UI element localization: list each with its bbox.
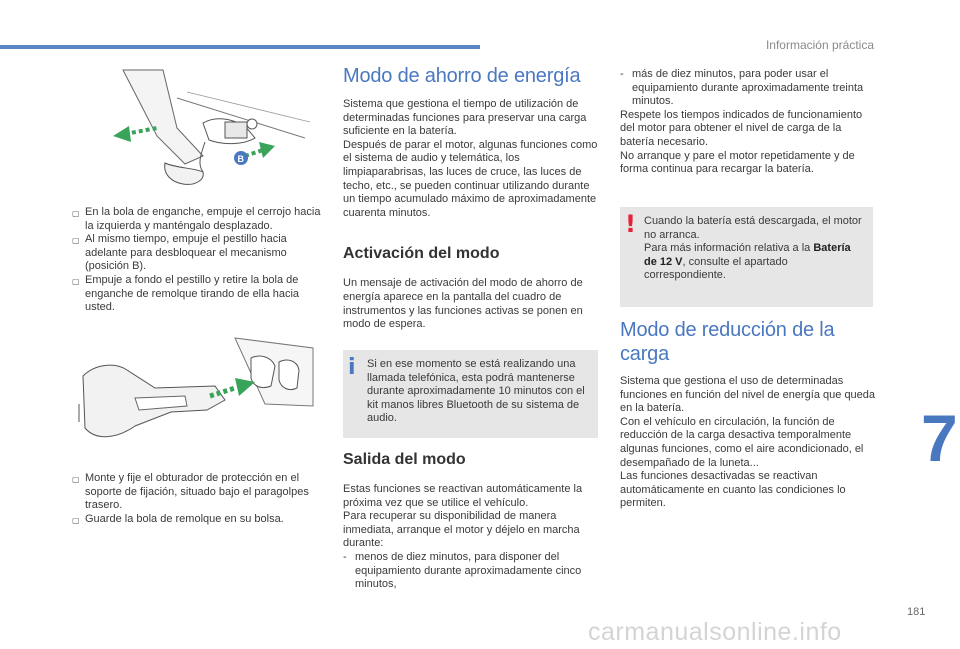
list-item: ▢ En la bola de enganche, empuje el cerrojo hacia la izquierda y manténgalo desplazado. [72, 206, 321, 232]
info-icon: i [348, 355, 356, 380]
list-item: - más de diez minutos, para poder usar el equipamiento durante aproximadamente treinta minutos. [620, 68, 864, 108]
load-text-1: Sistema que gestiona el uso de determinadas funciones en función del nivel de energía que queda en la batería. [620, 375, 876, 415]
right-column-top [620, 68, 875, 177]
activation-text: Un mensaje de activación del modo de ahorro de energía aparece en la pantalla del cuadro de instrumentos y las funciones activas se ponen en modo de espera. [343, 277, 583, 331]
warning-box [620, 207, 873, 307]
exit-mode-section [343, 450, 598, 592]
list-item: ▢ Al mismo tiempo, empuje el pestillo hacia adelante para desbloquear el mecanismo (posición B). [72, 233, 287, 273]
list-item: ▢ Monte y fije el obturador de protección en el soporte de fijación, situado bajo el paragolpes trasero. [72, 472, 309, 512]
load-reduction-section [620, 318, 882, 511]
bullet-square-icon: ▢ [72, 236, 80, 246]
respect-text: Respete los tiempos indicados de funcionamiento del motor para obtener el nivel de carga de la batería necesario. [620, 108, 863, 148]
bullet-square-icon: ▢ [72, 276, 80, 286]
warning-text: Cuando la batería está descargada, el motor no arranca. Para más información relativa a la Batería de 12 V, consulte el apartado correspondiente. [644, 215, 862, 282]
load-reduction-title: Modo de reducción de la carga [620, 319, 835, 365]
info-text: Si en ese momento se está realizando una llamada telefónica, esta podrá mantenerse durante aproximadamente 10 minutos con el kit manos libres Bluetooth de su sistema de audio. [367, 358, 585, 425]
economy-mode-title: Modo de ahorro de energía [343, 65, 581, 87]
exit-title: Salida del modo [343, 451, 466, 468]
economy-mode-section [343, 64, 598, 332]
economy-intro-2: Después de parar el motor, algunas funciones como el sistema de audio y telemática, los limpiaparabrisas, las luces de cruce, las luces de techo, etc., se pueden continuar utilizando durante un tiempo acumulado máximo de aproximadamente cuarenta minutos. [343, 138, 598, 219]
list-item: ▢ Guarde la bola de remolque en su bolsa. [72, 513, 324, 528]
protection-cover-illustration [75, 336, 315, 456]
left-instructions-2 [72, 472, 324, 527]
bullet-square-icon: ▢ [72, 209, 80, 218]
page-number: 181 [907, 606, 926, 618]
bullet-square-icon: ▢ [72, 515, 80, 525]
load-text-2: Con el vehículo en circulación, la función de reducción de la carga desactiva temporalmente algunas funciones, como el aire acondicionado, el desempañado de la luneta... [620, 415, 864, 469]
header-accent-bar [0, 45, 480, 49]
economy-intro-1: Sistema que gestiona el tiempo de utilización de determinadas funciones para preservar una carga suficiente en la batería. [343, 98, 587, 138]
watermark: carmanualsonline.info [588, 618, 842, 646]
info-box [343, 350, 598, 438]
towball-unlock-illustration [105, 68, 315, 190]
exit-text-2: Para recuperar su disponibilidad de manera inmediata, arranque el motor y déjelo en marcha durante: [343, 510, 580, 550]
section-header-title: Información práctica [765, 38, 874, 52]
exit-text-1: Estas funciones se reactivan automáticamente la próxima vez que se utilice el vehículo. [343, 483, 583, 509]
warning-icon: ! [625, 210, 636, 238]
bullet-square-icon: ▢ [72, 475, 80, 484]
list-item: ▢ Empuje a fondo el pestillo y retire la bola de enganche de remolque tirando de ella hacia usted. [72, 273, 300, 314]
left-instructions-1 [72, 206, 324, 315]
list-item: - menos de diez minutos, para disponer del equipamiento durante aproximadamente cinco minutos, [343, 550, 582, 591]
activation-title: Activación del modo [343, 245, 500, 263]
load-text-3: Las funciones desactivadas se reactivan automáticamente en cuanto las condiciones lo permiten. [620, 470, 846, 510]
position-b-label: B [237, 154, 244, 164]
no-start-text: No arranque y pare el motor repetidamente y de forma continua para recargar la batería. [620, 149, 855, 176]
chapter-number: 7 [921, 401, 958, 475]
